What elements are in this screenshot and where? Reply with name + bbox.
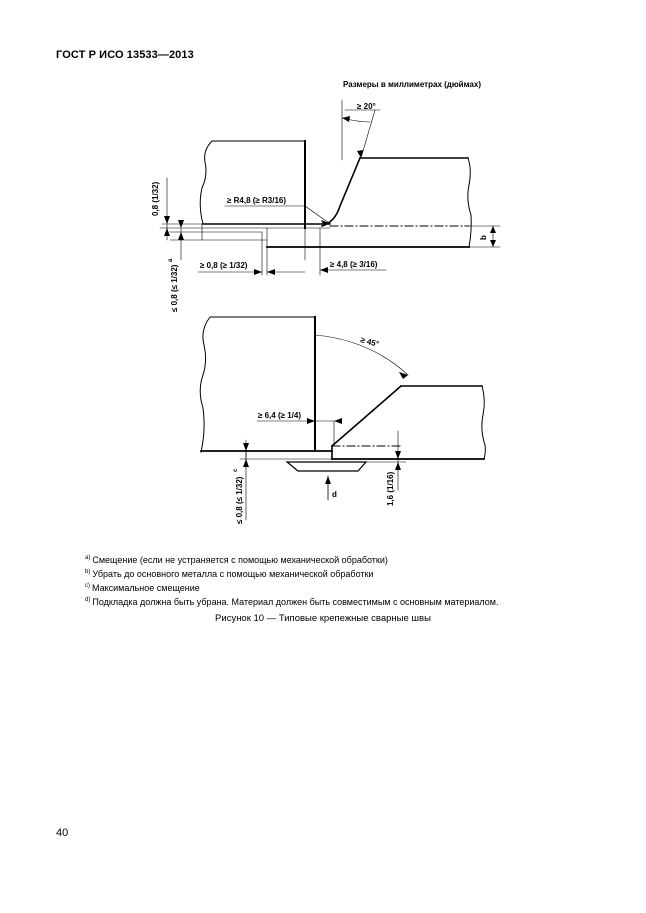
note-c: $^{c)}$ Максимальное смещение bbox=[85, 583, 200, 593]
dim-offset-right: ≥ 4,8 (≥ 3/16) bbox=[330, 260, 378, 269]
upper-groove bbox=[322, 158, 360, 226]
upper-right-plate-edge bbox=[468, 158, 471, 247]
figure-caption: Рисунок 10 — Типовые крепежные сварные швы bbox=[215, 613, 431, 624]
dim-angle-45: ≥ 45° bbox=[359, 335, 380, 349]
dim-d: d bbox=[332, 490, 337, 499]
dim-b: b bbox=[479, 235, 488, 240]
dim-vert-offset1-sup: a bbox=[168, 258, 174, 262]
note-d: $^{d)}$ Подкладка должна быть убрана. Материал должен быть совместимым с основным материалом. bbox=[85, 597, 499, 607]
lower-left-plate bbox=[200, 317, 315, 452]
dim-gap-64: ≥ 6,4 (≥ 1/4) bbox=[258, 411, 302, 420]
document-header: ГОСТ Р ИСО 13533—2013 bbox=[56, 49, 194, 61]
backing-strip bbox=[287, 462, 366, 471]
dim-vert-16: 1,6 (1/16) bbox=[386, 471, 395, 506]
dim-vert-offset2: ≤ 0,8 (≤ 1/32) bbox=[235, 476, 244, 524]
dim-offset-left: ≥ 0,8 (≥ 1/32) bbox=[200, 261, 248, 270]
dim-vert-offset1: ≤ 0,8 (≤ 1/32) bbox=[170, 264, 179, 312]
dim-radius: ≥ R4,8 (≥ R3/16) bbox=[227, 196, 287, 205]
lower-right-plate-edge bbox=[482, 386, 485, 459]
dim-vert-offset2-sup: c bbox=[233, 468, 239, 472]
note-a: $^{a)}$ Смещение (если не устраняется с помощью механической обработки) bbox=[85, 555, 388, 565]
figure-notes bbox=[85, 552, 498, 608]
dim-vert-08: 0,8 (1/32) bbox=[151, 181, 160, 216]
page-number: 40 bbox=[56, 827, 69, 839]
upper-left-plate bbox=[200, 141, 305, 224]
dim-angle-top: ≥ 20° bbox=[357, 102, 376, 111]
units-note: Размеры в миллиметрах (дюймах) bbox=[343, 80, 481, 89]
note-b: $^{b)}$ Убрать до основного металла с помощью механической обработки bbox=[85, 569, 374, 579]
